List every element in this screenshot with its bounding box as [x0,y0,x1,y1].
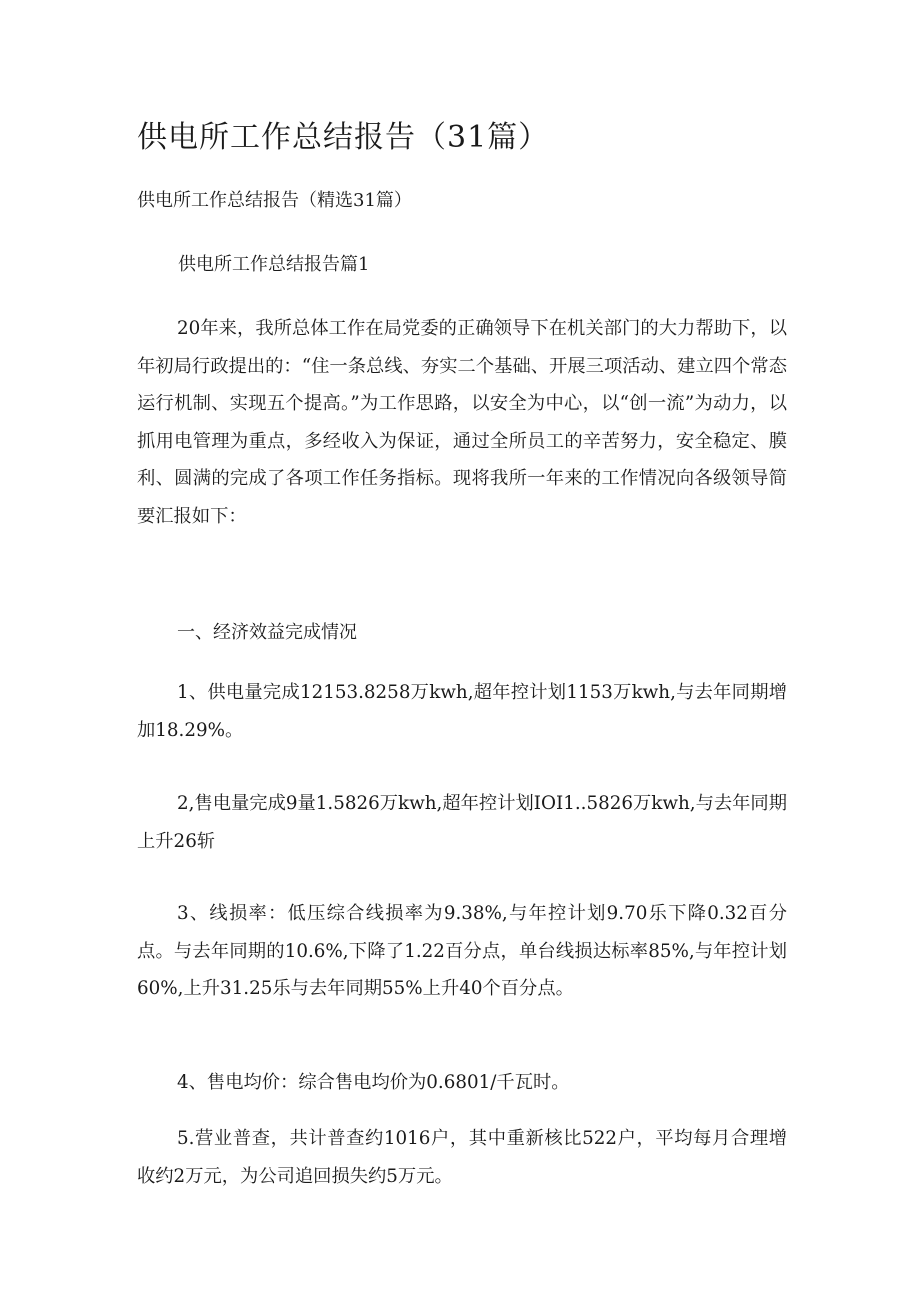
section-heading: 供电所工作总结报告篇1 [178,254,370,275]
intro-paragraph: 20年来，我所总体工作在局党委的正确领导下在机关部门的大力帮助下，以年初局行政提出的：“住一条总线、夯实二个基础、开展三项活动、建立四个常态运行机制、实现五个提高。”为工作思路，以安全为中心，以“创一流”为动力，以抓用电管理为重点，多经收入为保证，通过全所员工的辛苦努力，安全稳定、膜利、圆满的完成了各项工作任务指标。现将我所一年来的工作情况向各级领导简要汇报如下： [137,318,787,527]
list-item: 4、售电均价：综合售电均价为0.6801/千瓦时。 [177,1072,570,1093]
list-item: 5.营业普查，共计普查约1016户，其中重新核比522户，平均每月合理增收约2万元，为公司追回损失约5万元。 [137,1128,787,1187]
document-title: 供电所工作总结报告（31篇） [137,120,550,155]
document-subtitle: 供电所工作总结报告（精选31篇） [137,190,412,211]
list-item: 3、线损率：低压综合线损率为9.38%,与年控计划9.70乐下降0.32百分点。与去年同期的10.6%,下降了1.22百分点，单台线损达标率85%,与年控计划60%,上升31.25乐与去年同期55%上升40个百分点。 [137,903,787,999]
economic-heading: 一、经济效益完成情况 [177,622,357,643]
list-item: 2,售电量完成9量1.5826万kwh,超年控计划IOI1..5826万kwh,与去年同期上升26斩 [137,793,787,852]
list-item: 1、供电量完成12153.8258万kwh,超年控计划1153万kwh,与去年同期增加18.29%。 [137,682,787,741]
